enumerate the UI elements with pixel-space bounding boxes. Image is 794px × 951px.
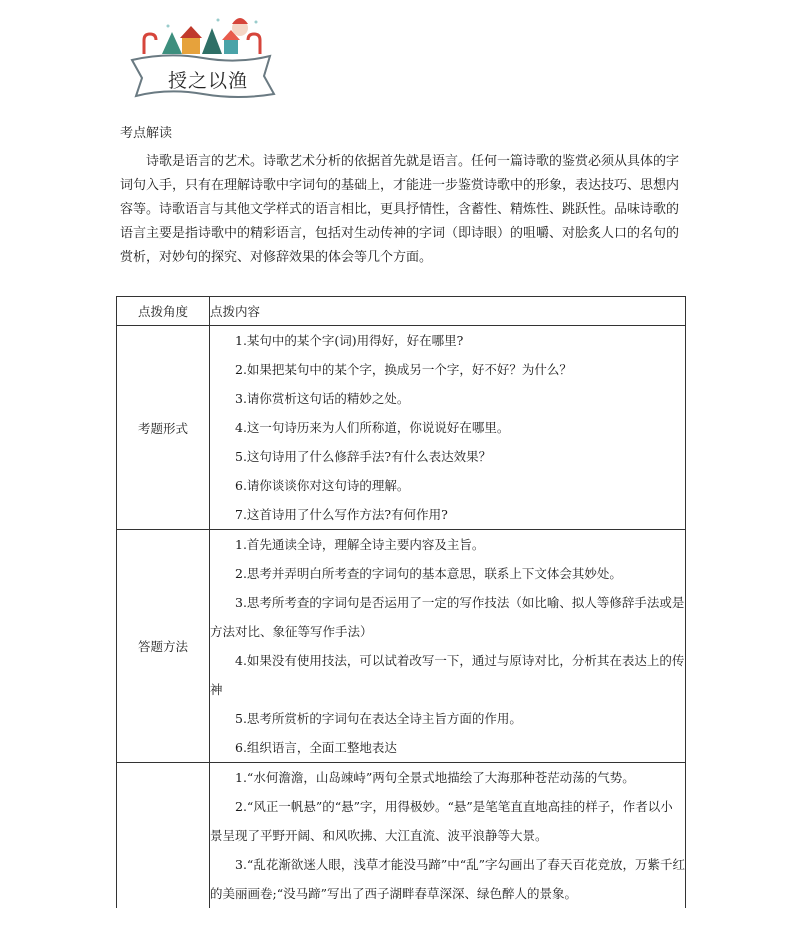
tips-table (116, 296, 686, 908)
row-items (210, 530, 686, 763)
list-item: 2.如果把某句中的某个字，换成另一个字，好不好？为什么？ (235, 362, 572, 377)
list-item: 3.思考所考查的字词句是否运用了一定的写作技法（如比喻、拟人等修辞手法或是方法对比、象征等写作手法） (210, 595, 685, 639)
list-item: 6.组织语言，全面工整地表达 (235, 740, 397, 755)
list-item: 4.如果没有使用技法，可以试着改写一下，通过与原诗对比，分析其在表达上的传神 (210, 653, 685, 697)
table-row (117, 530, 686, 763)
header-angle: 点拨角度 (117, 297, 210, 326)
row-category (117, 763, 210, 909)
list-item: 1.“水何澹澹，山岛竦峙”两句全景式地描绘了大海那种苍茫动荡的气势。 (235, 770, 635, 785)
row-category: 答题方法 (117, 530, 210, 763)
banner-title: 授之以渔 (167, 70, 248, 92)
header-banner (128, 8, 278, 103)
intro-text: 诗歌是语言的艺术。诗歌艺术分析的依据首先就是语言。任何一篇诗歌的鉴赏必须从具体的字词句入手，只有在理解诗歌中字词句的基础上，才能进一步鉴赏诗歌中的形象，表达技巧、思想内容等。诗歌语言与其他文学样式的语言相比，更具抒情性，含蓄性、精炼性、跳跃性。品味诗歌的语言主要是指诗歌中的精彩语言，包括对生动传神的字词（即诗眼）的咀嚼、对脍炙人口的名句的赏析，对妙句的探究、对修辞效果的体会等几个方面。 (120, 154, 680, 265)
header-content: 点拨内容 (210, 297, 686, 326)
list-item: 4.这一句诗历来为人们所称道，你说说好在哪里。 (235, 420, 510, 435)
table-header-row (117, 297, 686, 326)
table-row (117, 763, 686, 909)
row-items (210, 763, 686, 909)
list-item: 2.“风正一帆悬”的“悬”字，用得极妙。“悬”是笔笔直直地高挂的样子，作者以小景呈现了平野开阔、和风吹拂、大江直流、波平浪静等大景。 (210, 799, 673, 843)
table-row (117, 326, 686, 530)
list-item: 6.请你谈谈你对这句诗的理解。 (235, 478, 410, 493)
list-item: 5.这句诗用了什么修辞手法?有什么表达效果？ (235, 449, 492, 464)
list-item: 1.某句中的某个字(词)用得好，好在哪里? (235, 333, 464, 348)
list-item: 2.思考并弄明白所考查的字词句的基本意思，联系上下文体会其妙处。 (235, 566, 622, 581)
list-item: 5.思考所赏析的字词句在表达全诗主旨方面的作用。 (235, 711, 522, 726)
list-item: 1.首先通读全诗，理解全诗主要内容及主旨。 (235, 537, 485, 552)
row-category: 考题形式 (117, 326, 210, 530)
list-item: 3.请你赏析这句话的精妙之处。 (235, 391, 410, 406)
section-heading: 考点解读 (120, 126, 173, 141)
list-item: 3.“乱花渐欲迷人眼，浅草才能没马蹄”中“乱”字勾画出了春天百花竞放，万紫千红的美丽画卷;“没马蹄”写出了西子湖畔春草深深、绿色醉人的景象。 (210, 857, 685, 901)
intro-paragraph (120, 150, 686, 270)
row-items (210, 326, 686, 530)
list-item: 7.这首诗用了什么写作方法?有何作用? (235, 507, 448, 522)
